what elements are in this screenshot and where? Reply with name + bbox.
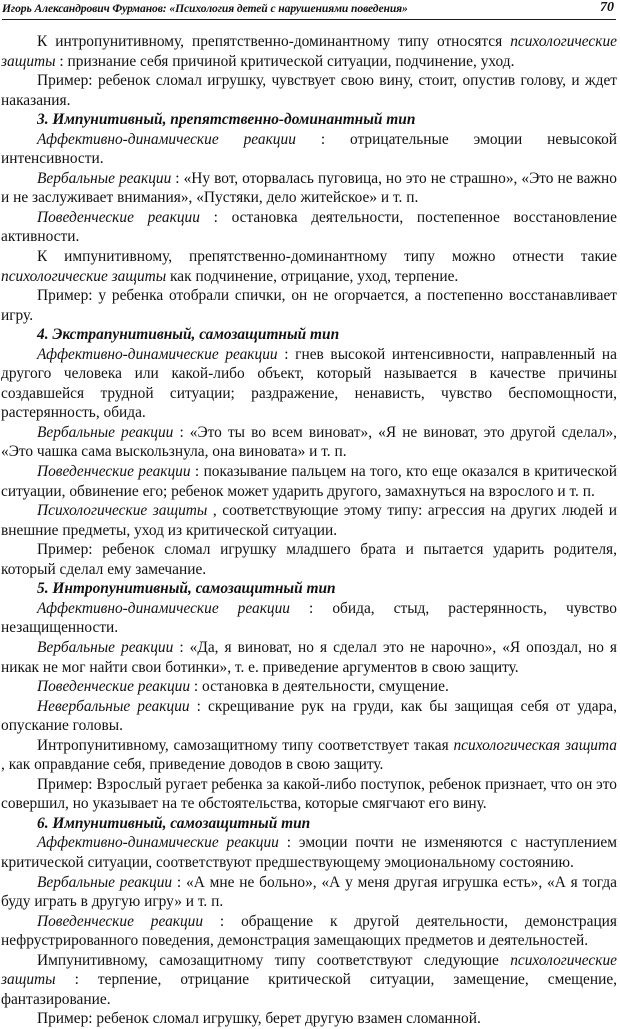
paragraph: Поведенческие реакции : остановка в деятельности, смущение. (37, 678, 449, 696)
section-heading: 3. Импунитивный, препятственно-доминантный тип (37, 111, 416, 129)
section-heading: 5. Интропунитивный, самозащитный тип (37, 580, 336, 598)
paragraph: Пример: ребенок сломал игрушку, берет другую взамен сломанной. (37, 1010, 481, 1028)
paragraph: Психологические защиты , соответствующие этому типу: агрессия на других людей и внешние предметы, уход из критической ситуации. (1, 502, 617, 539)
header-title: Игорь Александрович Фурманов: «Психология детей с нарушениями поведения» (2, 2, 408, 15)
section-heading: 6. Импунитивный, самозащитный тип (37, 814, 311, 832)
running-header (2, 2, 616, 20)
paragraph: Поведенческие реакции : обращение к другой деятельности, демонстрация нефрустрированного поведения, демонстрация замещающих предметов и деятельностей. (1, 912, 617, 950)
paragraph: Вербальные реакции : «Да, я виноват, но я сделал это не нарочно», «Я опоздал, но я никак не мог найти свои ботинки», т. е. приведение аргументов в свою защиту. (1, 638, 617, 676)
paragraph: Импунитивному, самозащитному типу соответствуют следующие психологические защиты : терпение, отрицание критической ситуации, замещение, смещение, фантазирование. (1, 951, 617, 1008)
paragraph: Аффективно-динамические реакции : гнев высокой интенсивности, направленный на другого человека или какой-либо объект, который называется в качестве причины создавшейся трудной ситуации; раздражение, ненависть, чувство беспомощности, растерянность, обида. (1, 345, 617, 422)
paragraph: Аффективно-динамические реакции : обида, стыд, растерянность, чувство незащищенности. (1, 599, 617, 637)
paragraph: Пример: Взрослый ругает ребенка за какой-либо поступок, ребенок признает, что он это совершил, но указывает на те обстоятельства, которые смягчают его вину. (1, 775, 617, 813)
paragraph: К импунитивному, препятственно-доминантному типу можно отнести такие психологические защиты как подчинение, отрицание, уход, терпение. (1, 248, 617, 285)
body-text (1, 32, 617, 1029)
paragraph: Вербальные реакции : «Это ты во всем виноват», «Я не виноват, это другой сделал», «Это чашка сама выскользнула, она виновата» и т. п. (1, 423, 617, 461)
paragraph: Пример: ребенок сломал игрушку младшего брата и пытается ударить родителя, который сделал ему замечание. (1, 541, 617, 578)
paragraph: К интропунитивному, препятственно-доминантному типу относятся психологические защиты : признание себя причиной критической ситуации, подчинение, уход. (1, 33, 617, 70)
paragraph: Поведенческие реакции : показывание пальцем на того, кто еще оказался в критической ситуации, обвинение его; ребенок может ударить другого, замахнуться на взрослого и т. п. (1, 463, 618, 500)
paragraph: Пример: ребенок сломал игрушку, чувствует свою вину, стоит, опустив голову, и ждет наказания. (1, 72, 617, 109)
paragraph: Аффективно-динамические реакции : эмоции почти не изменяются с наступлением критической ситуации, соответствуют предшествующему эмоциональному состоянию. (1, 834, 617, 871)
paragraph: Аффективно-динамические реакции : отрицательные эмоции невысокой интенсивности. (1, 130, 617, 168)
section-heading: 4. Экстрапунитивный, самозащитный тип (37, 326, 340, 344)
paragraph: Невербальные реакции : скрещивание рук на груди, как бы защищая себя от удара, опускание головы. (1, 697, 617, 735)
paragraph: Интропунитивному, самозащитному типу соответствует такая психологическая защита , как оправдание себя, приведение доводов в свою защиту. (1, 736, 618, 774)
paragraph: Вербальные реакции : «Ну вот, оторвалась пуговица, но это не страшно», «Это не важно и не заслуживает внимания», «Пустяки, дело житейское» и т. п. (1, 169, 617, 207)
paragraph: Поведенческие реакции : остановка деятельности, постепенное восстановление активности. (1, 208, 617, 246)
paragraph: Пример: у ребенка отобрали спички, он не огорчается, а постепенно восстанавливает игру. (1, 287, 617, 324)
paragraph: Вербальные реакции : «А мне не больно», «А у меня другая игрушка есть», «А я тогда буду играть в другую игру» и т. п. (1, 873, 617, 911)
page-number: 70 (600, 0, 614, 15)
